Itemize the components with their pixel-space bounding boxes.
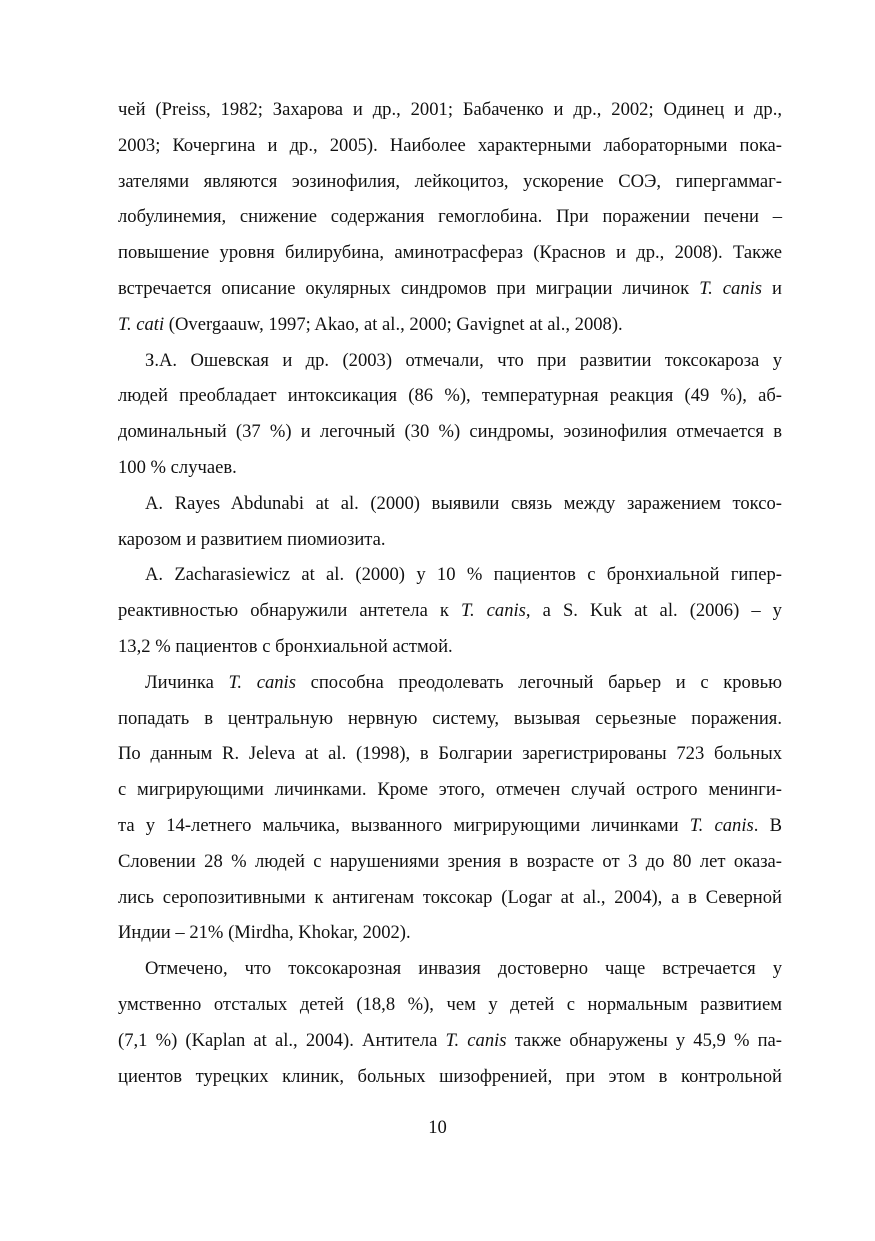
text-line: [118, 271, 782, 307]
paragraph: [118, 343, 782, 486]
body-text: [118, 92, 782, 1094]
text-segment: и: [762, 277, 782, 299]
paragraph: [118, 486, 782, 558]
italic-species-name: T. cati: [118, 313, 165, 335]
text-segment: A. Rayes Abdunabi at al. (2000) выявили связь между заражением токсо-: [145, 492, 782, 514]
text-segment: 100 % случаев.: [118, 456, 237, 478]
italic-species-name: T. canis: [461, 600, 526, 622]
text-line: [118, 951, 782, 987]
text-line: [118, 522, 782, 558]
italic-species-name: T. canis: [228, 671, 296, 693]
text-segment: попадать в центральную нервную систему, вызывая серьезные поражения.: [118, 707, 782, 729]
text-segment: (Overgaauw, 1997; Akao, at al., 2000; Gavignet at al., 2008).: [164, 313, 623, 335]
paragraph: [118, 665, 782, 951]
text-line: [118, 593, 782, 629]
italic-species-name: T. canis: [699, 277, 763, 299]
text-segment: Индии – 21% (Mirdha, Khokar, 2002).: [118, 922, 411, 944]
text-line: [118, 486, 782, 522]
text-line: [118, 164, 782, 200]
text-line: [118, 772, 782, 808]
text-segment: Словении 28 % людей с нарушениями зрения в возрасте от 3 до 80 лет оказа-: [118, 850, 782, 872]
text-segment: циентов турецких клиник, больных шизофренией, при этом в контрольной: [118, 1065, 782, 1087]
text-segment: (7,1 %) (Kaplan at al., 2004). Антитела: [118, 1029, 446, 1051]
text-segment: лись серопозитивными к антигенам токсокар (Logar at al., 2004), а в Северной: [118, 886, 782, 908]
paragraph: [118, 951, 782, 1094]
italic-species-name: T. canis: [445, 1029, 507, 1051]
text-segment: реактивностью обнаружили антетела к: [118, 600, 461, 622]
text-line: [118, 378, 782, 414]
text-line: [118, 701, 782, 737]
text-segment: способна преодолевать легочный барьер и с кровью: [295, 671, 782, 693]
text-line: [118, 199, 782, 235]
text-segment: умственно отсталых детей (18,8 %), чем у детей с нормальным развитием: [118, 993, 782, 1015]
text-segment: По данным R. Jeleva at al. (1998), в Болгарии зарегистрированы 723 больных: [118, 743, 782, 765]
text-line: [118, 987, 782, 1023]
text-line: [118, 880, 782, 916]
text-segment: с мигрирующими личинками. Кроме этого, отмечен случай острого менинги-: [118, 779, 782, 801]
text-segment: чей (Preiss, 1982; Захарова и др., 2001; Бабаченко и др., 2002; Одинец и др.,: [118, 99, 782, 120]
text-segment: 13,2 % пациентов с бронхиальной астмой.: [118, 635, 453, 657]
text-segment: 2003; Кочергина и др., 2005). Наиболее характерными лабораторными пока-: [118, 134, 782, 156]
text-segment: A. Zacharasiewicz at al. (2000) у 10 % пациентов с бронхиальной гипер-: [145, 564, 782, 586]
text-line: [118, 92, 782, 128]
text-segment: также обнаружены у 45,9 % па-: [506, 1029, 783, 1051]
text-segment: та у 14-летнего мальчика, вызванного мигрирующими личинками: [118, 814, 690, 836]
text-line: [118, 915, 782, 951]
text-line: [118, 1023, 782, 1059]
text-segment: Личинка: [145, 671, 229, 693]
paragraph: [118, 557, 782, 664]
text-line: [118, 235, 782, 271]
text-line: [118, 128, 782, 164]
text-segment: . В: [753, 814, 782, 836]
text-segment: лобулинемия, снижение содержания гемоглобина. При поражении печени –: [118, 206, 782, 228]
text-segment: карозом и развитием пиомиозита.: [118, 528, 386, 550]
text-segment: Отмечено, что токсокарозная инвазия достоверно чаще встречается у: [145, 958, 782, 980]
text-line: [118, 1059, 782, 1095]
paragraph: [118, 92, 782, 343]
text-segment: З.А. Ошевская и др. (2003) отмечали, что при развитии токсокароза у: [145, 349, 782, 371]
text-segment: , а S. Kuk at al. (2006) – у: [525, 600, 782, 622]
text-line: [118, 307, 782, 343]
page-number: 10: [428, 1117, 447, 1138]
text-line: [118, 450, 782, 486]
text-line: [118, 343, 782, 379]
text-line: [118, 629, 782, 665]
text-segment: повышение уровня билирубина, аминотрасфераз (Краснов и др., 2008). Также: [118, 242, 782, 264]
text-segment: людей преобладает интоксикация (86 %), температурная реакция (49 %), аб-: [118, 385, 782, 407]
text-segment: встречается описание окулярных синдромов при миграции личинок: [118, 277, 700, 299]
text-line: [118, 665, 782, 701]
text-line: [118, 808, 782, 844]
text-line: [118, 414, 782, 450]
text-segment: доминальный (37 %) и легочный (30 %) синдромы, эозинофилия отмечается в: [118, 421, 782, 443]
text-line: [118, 736, 782, 772]
text-segment: зателями являются эозинофилия, лейкоцитоз, ускорение СОЭ, гипергаммаг-: [118, 170, 782, 192]
text-line: [118, 844, 782, 880]
text-line: [118, 557, 782, 593]
italic-species-name: T. canis: [689, 814, 754, 836]
